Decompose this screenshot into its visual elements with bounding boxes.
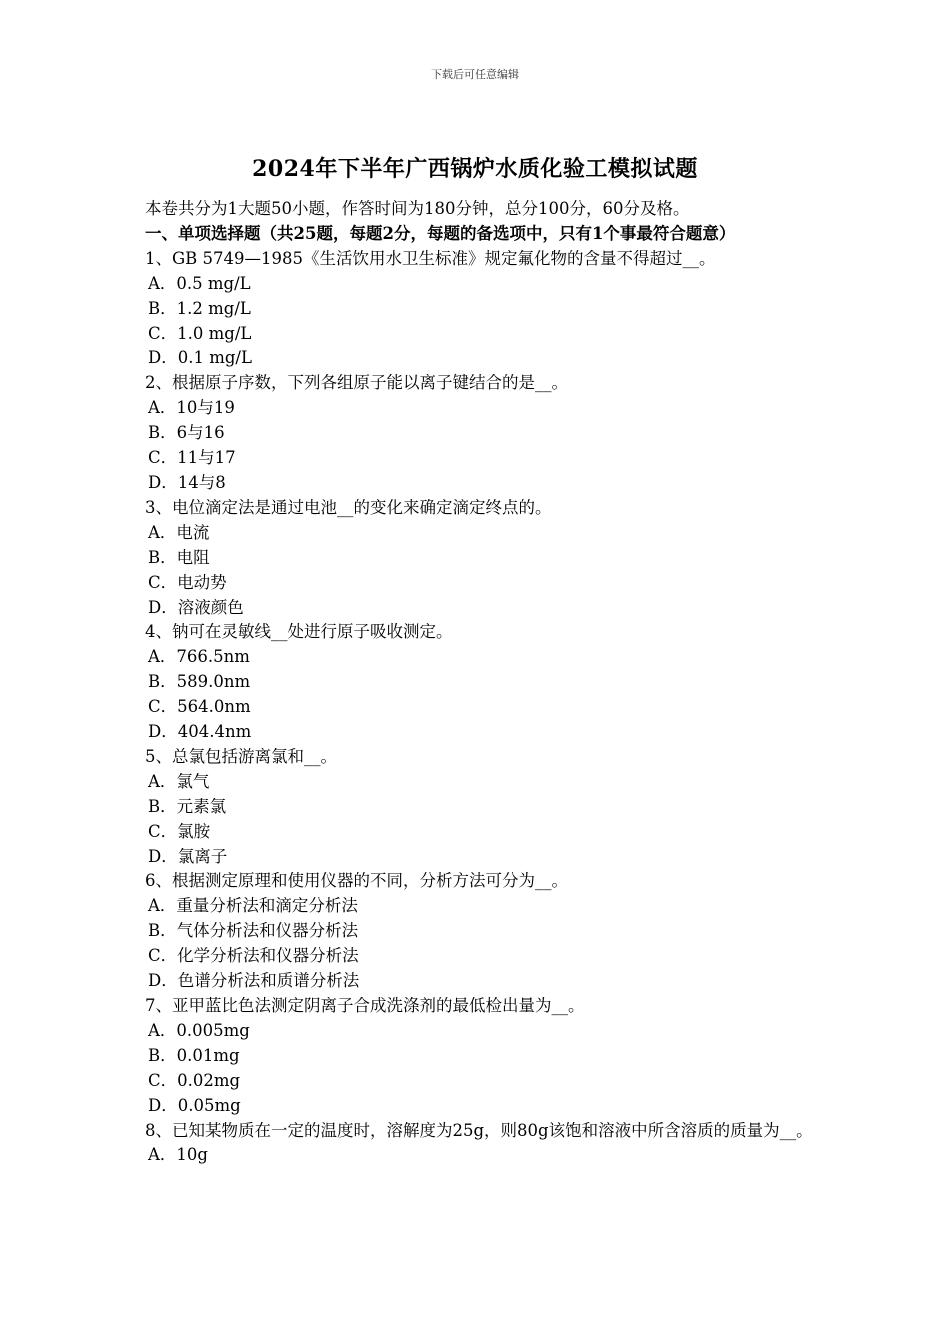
option-d: D．氯离子: [148, 846, 228, 866]
option-d: D．14与8: [148, 472, 226, 492]
option-b: B．1.2 mg/L: [148, 298, 251, 318]
section-heading: 一、单项选择题（共25题，每题2分，每题的备选项中，只有1个事最符合题意）: [145, 223, 736, 243]
question-4: [145, 620, 815, 745]
option-c: C．11与17: [148, 448, 236, 468]
option-b: B．6与16: [148, 423, 225, 443]
header-note: 下载后可任意编辑: [431, 68, 519, 81]
question-stem: 6、根据测定原理和使用仪器的不同，分析方法可分为__。: [145, 871, 568, 891]
option-d: D．404.4nm: [148, 722, 252, 742]
option-b: B．589.0nm: [148, 672, 251, 692]
option-a: A．0.005mg: [148, 1020, 250, 1040]
question-stem: 7、亚甲蓝比色法测定阴离子合成洗涤剂的最低检出量为__。: [145, 996, 585, 1015]
option-c: C．0.02mg: [148, 1070, 241, 1090]
option-b: B．元素氯: [148, 796, 227, 816]
option-b: B．气体分析法和仪器分析法: [148, 921, 359, 941]
exam-intro: 本卷共分为1大题50小题，作答时间为180分钟，总分100分，60分及格。: [145, 199, 690, 218]
question-stem: 1、GB 5749—1985《生活饮用水卫生标准》规定氟化物的含量不得超过__。: [145, 248, 716, 268]
question-8: [145, 1119, 815, 1169]
option-a: A．10g: [148, 1145, 208, 1165]
option-b: B．0.01mg: [148, 1045, 240, 1065]
question-2: [145, 371, 815, 496]
option-a: A．0.5 mg/L: [148, 273, 251, 293]
document-title: 2024年下半年广西锅炉水质化验工模拟试题: [252, 156, 698, 182]
option-d: D．0.05mg: [148, 1095, 241, 1115]
question-5: [145, 745, 815, 870]
option-c: C．电动势: [148, 572, 227, 592]
question-7: [145, 994, 815, 1119]
option-c: C．氯胺: [148, 821, 211, 841]
option-d: D．色谱分析法和质谱分析法: [148, 971, 360, 991]
question-stem: 2、根据原子序数，下列各组原子能以离子键结合的是__。: [145, 373, 568, 393]
question-1: [145, 247, 815, 372]
option-c: C．564.0nm: [148, 697, 251, 717]
question-3: [145, 496, 815, 621]
option-b: B．电阻: [148, 547, 210, 567]
question-6: [145, 869, 815, 994]
document-body: [145, 197, 815, 1168]
option-a: A．10与19: [148, 398, 235, 418]
option-c: C．1.0 mg/L: [148, 323, 252, 343]
option-c: C．化学分析法和仪器分析法: [148, 946, 359, 966]
option-a: A．氯气: [148, 771, 210, 791]
question-stem: 5、总氯包括游离氯和__。: [145, 746, 337, 766]
question-stem: 3、电位滴定法是通过电池__的变化来确定滴定终点的。: [145, 497, 552, 517]
option-d: D．0.1 mg/L: [148, 348, 252, 368]
option-a: A．重量分析法和滴定分析法: [148, 896, 358, 916]
question-stem: 4、钠可在灵敏线__处进行原子吸收测定。: [145, 622, 453, 642]
option-d: D．溶液颜色: [148, 597, 244, 617]
option-a: A．电流: [148, 522, 210, 542]
question-stem: 8、已知某物质在一定的温度时，溶解度为25g，则80g该饱和溶液中所含溶质的质量为__。: [145, 1120, 813, 1140]
option-a: A．766.5nm: [148, 647, 250, 667]
